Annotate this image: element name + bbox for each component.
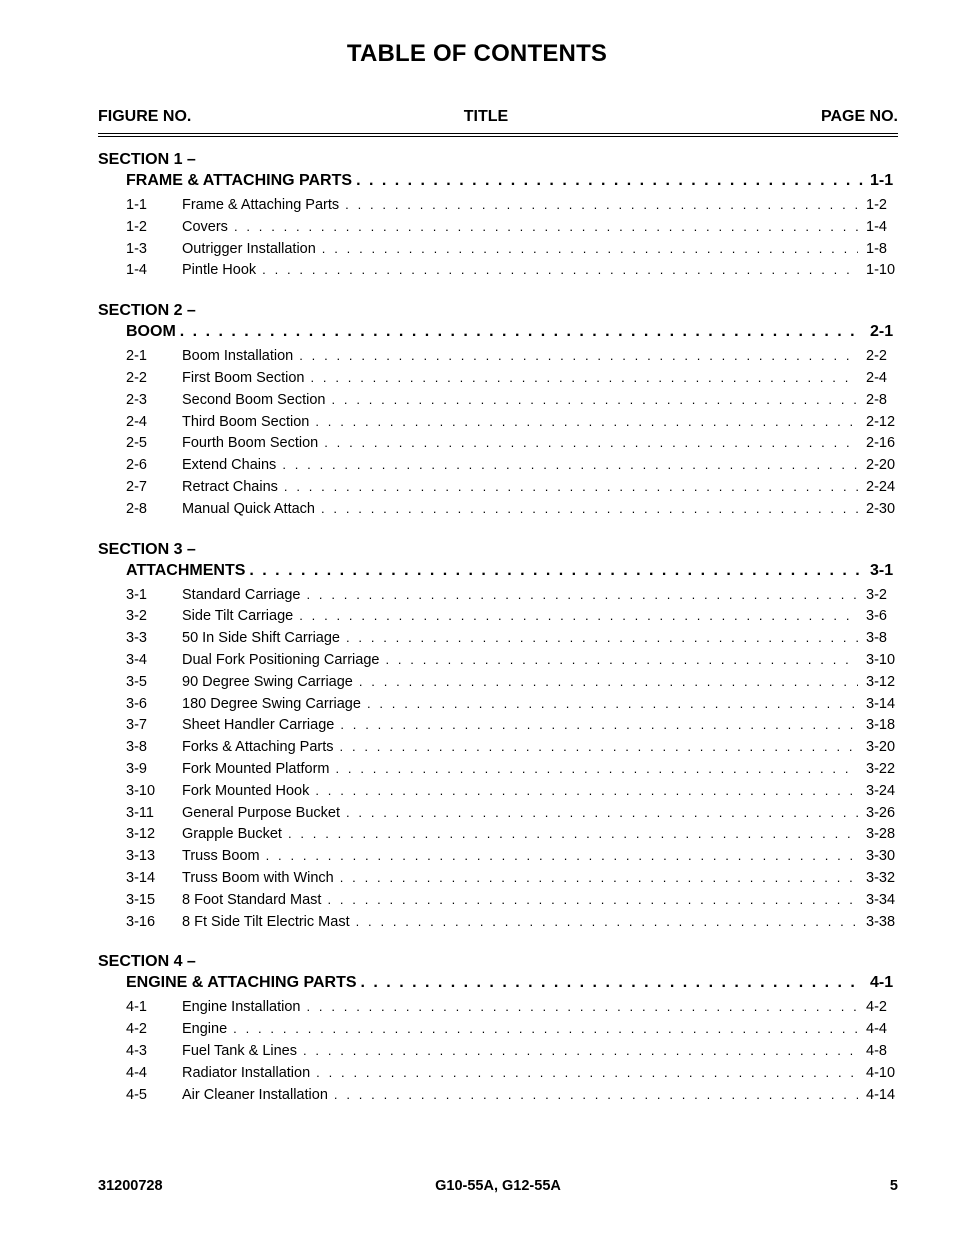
figure-page: 3-30 (866, 848, 896, 865)
figure-page: 3-20 (866, 739, 896, 756)
toc-entry (98, 867, 898, 889)
section-page: 4-1 (870, 974, 894, 992)
figure-number: 2-4 (126, 413, 147, 430)
figure-title: Pintle Hook (182, 262, 257, 279)
toc-entry (98, 736, 898, 758)
figure-number: 3-9 (126, 760, 147, 777)
toc-entry (98, 411, 898, 433)
figure-number: 2-6 (126, 457, 147, 474)
toc-entry (98, 605, 898, 627)
toc-entry (98, 584, 898, 606)
figure-title: Outrigger Installation (182, 240, 316, 257)
figure-title: Second Boom Section (182, 391, 326, 408)
dot-leader (299, 605, 858, 627)
page-no-header: PAGE NO. (820, 108, 898, 125)
page-title: TABLE OF CONTENTS (346, 40, 608, 67)
figure-title: Frame & Attaching Parts (182, 197, 340, 213)
document-number: 31200728 (98, 1178, 163, 1194)
dot-leader (340, 736, 858, 758)
figure-title: Boom Installation (182, 348, 294, 365)
dot-leader (340, 867, 858, 889)
figure-page: 3-18 (866, 717, 896, 734)
figure-number: 4-4 (126, 1064, 147, 1081)
figure-number: 4-2 (126, 1021, 147, 1038)
toc-entry (98, 476, 898, 498)
figure-number: 3-1 (126, 586, 147, 603)
figure-number: 3-6 (126, 695, 147, 712)
dot-leader (316, 1062, 858, 1084)
figure-number: 3-14 (126, 869, 156, 886)
toc-entry (98, 345, 898, 367)
figure-number: 3-15 (126, 891, 156, 908)
section-title: BOOM (126, 323, 176, 341)
dot-leader (324, 432, 858, 454)
dot-leader (335, 758, 858, 780)
figure-number: 2-3 (126, 391, 147, 408)
figure-page: 2-20 (866, 457, 896, 474)
figure-title: General Purpose Bucket (182, 804, 340, 821)
section-title-line (98, 560, 898, 582)
section-title-line (98, 321, 898, 343)
dot-leader (327, 889, 858, 911)
figure-number: 4-5 (126, 1086, 147, 1103)
dot-leader (303, 1040, 858, 1062)
dot-leader (311, 367, 859, 389)
figure-title: Truss Boom with Winch (182, 869, 334, 886)
figure-title: Standard Carriage (182, 586, 301, 603)
toc-entry (98, 649, 898, 671)
dot-leader (262, 259, 858, 281)
toc-entry (98, 823, 898, 845)
section-title-line (98, 170, 898, 192)
figure-title: 50 In Side Shift Carriage (182, 630, 340, 647)
figure-page: 1-2 (866, 197, 887, 213)
toc-entry (98, 259, 898, 281)
figure-title: Dual Fork Positioning Carriage (182, 651, 380, 668)
section-title-line (98, 972, 898, 994)
dot-leader (307, 584, 859, 606)
section-page: 1-1 (870, 172, 894, 189)
figure-number: 3-2 (126, 608, 147, 625)
toc-entry (98, 693, 898, 715)
figure-title: Fuel Tank & Lines (182, 1042, 297, 1059)
figure-page: 4-2 (866, 999, 887, 1016)
dot-leader (321, 498, 858, 520)
section-title: ENGINE & ATTACHING PARTS (126, 974, 357, 992)
figure-page: 3-34 (866, 891, 896, 908)
toc-entry (98, 367, 898, 389)
figure-number: 3-5 (126, 673, 147, 690)
figure-title: Truss Boom (182, 848, 260, 865)
figure-title: Air Cleaner Installation (182, 1086, 328, 1103)
figure-page: 2-2 (866, 348, 887, 365)
header-rule-bottom (98, 136, 898, 137)
dot-leader (385, 649, 858, 671)
figure-page: 4-4 (866, 1021, 887, 1038)
dot-leader (282, 454, 858, 476)
figure-number: 1-3 (126, 240, 147, 257)
dot-leader (359, 671, 858, 693)
toc-entry (98, 889, 898, 911)
figure-no-header: FIGURE NO. (98, 108, 192, 125)
figure-number: 3-8 (126, 739, 147, 756)
toc-entry (98, 389, 898, 411)
figure-page: 3-12 (866, 673, 896, 690)
toc-section (98, 540, 898, 933)
figure-number: 2-2 (126, 369, 147, 386)
dot-leader (249, 560, 864, 582)
column-header (98, 108, 898, 128)
figure-title: Manual Quick Attach (182, 500, 315, 517)
toc-entry (98, 1040, 898, 1062)
figure-number: 2-1 (126, 348, 147, 365)
figure-number: 3-4 (126, 651, 147, 668)
title-header: TITLE (463, 108, 509, 125)
figure-page: 3-10 (866, 651, 896, 668)
figure-page: 3-2 (866, 586, 887, 603)
figure-page: 2-30 (866, 500, 896, 517)
figure-page: 1-4 (866, 218, 887, 235)
dot-leader (233, 1018, 858, 1040)
figure-number: 3-12 (126, 826, 156, 843)
toc-entry (98, 780, 898, 802)
dot-leader (315, 780, 858, 802)
figure-page: 2-24 (866, 478, 896, 495)
figure-title: 90 Degree Swing Carriage (182, 673, 353, 690)
figure-page: 3-6 (866, 608, 887, 625)
section-title: FRAME & ATTACHING PARTS (126, 172, 353, 189)
figure-number: 3-7 (126, 717, 147, 734)
figure-page: 3-28 (866, 826, 896, 843)
dot-leader (331, 389, 858, 411)
toc-list (98, 150, 898, 1105)
section-page: 3-1 (870, 561, 894, 579)
figure-title: Covers (182, 218, 228, 235)
section-label: SECTION 2 – (98, 302, 196, 320)
toc-entry (98, 454, 898, 476)
figure-page: 4-10 (866, 1064, 896, 1081)
figure-title: Fourth Boom Section (182, 435, 319, 452)
dot-leader (334, 1084, 858, 1106)
figure-number: 3-11 (126, 804, 154, 821)
figure-page: 3-14 (866, 695, 896, 712)
figure-title: Grapple Bucket (182, 826, 282, 843)
toc-entry (98, 1062, 898, 1084)
toc-entry (98, 627, 898, 649)
dot-leader (356, 170, 864, 192)
dot-leader (361, 972, 864, 994)
header-rule-top (98, 133, 898, 134)
figure-number: 3-3 (126, 630, 147, 647)
figure-title: Retract Chains (182, 478, 278, 495)
figure-number: 1-1 (126, 197, 147, 213)
figure-page: 4-8 (866, 1042, 887, 1059)
dot-leader (234, 216, 858, 238)
figure-number: 4-1 (126, 999, 147, 1016)
figure-page: 3-8 (866, 630, 887, 647)
dot-leader (367, 693, 858, 715)
figure-title: Engine Installation (182, 999, 301, 1016)
dot-leader (356, 911, 858, 933)
dot-leader (288, 823, 858, 845)
figure-number: 3-13 (126, 848, 156, 865)
section-page: 2-1 (870, 323, 894, 341)
figure-number: 2-5 (126, 435, 147, 452)
toc-section (98, 301, 898, 519)
toc-entry (98, 802, 898, 824)
toc-entry (98, 996, 898, 1018)
figure-page: 3-38 (866, 913, 896, 930)
figure-page: 1-10 (866, 262, 896, 279)
section-label: SECTION 4 – (98, 953, 196, 971)
dot-leader (266, 845, 858, 867)
dot-leader (284, 476, 858, 498)
page-number: 5 (889, 1178, 898, 1194)
toc-section (98, 150, 898, 281)
figure-page: 3-26 (866, 804, 896, 821)
figure-number: 1-4 (126, 262, 147, 279)
figure-title: Side Tilt Carriage (182, 608, 294, 625)
toc-entry (98, 1084, 898, 1106)
dot-leader (322, 238, 858, 260)
figure-title: First Boom Section (182, 369, 305, 386)
toc-entry (98, 845, 898, 867)
figure-title: 8 Foot Standard Mast (182, 891, 322, 908)
figure-title: Sheet Handler Carriage (182, 717, 335, 734)
figure-title: Fork Mounted Platform (182, 760, 330, 777)
section-label: SECTION 3 – (98, 540, 196, 558)
figure-page: 3-32 (866, 869, 896, 886)
figure-page: 2-16 (866, 435, 896, 452)
model-names: G10-55A, G12-55A (435, 1178, 561, 1194)
figure-page: 2-12 (866, 413, 896, 430)
figure-title: 180 Degree Swing Carriage (182, 695, 361, 712)
dot-leader (299, 345, 858, 367)
toc-entry (98, 238, 898, 260)
section-label: SECTION 1 – (98, 151, 196, 168)
toc-entry (98, 671, 898, 693)
toc-entry (98, 432, 898, 454)
figure-page: 4-14 (866, 1086, 896, 1103)
figure-page: 1-8 (866, 240, 887, 257)
figure-title: Third Boom Section (182, 413, 310, 430)
figure-title: Engine (182, 1021, 228, 1038)
dot-leader (346, 802, 858, 824)
toc-entry (98, 758, 898, 780)
figure-title: Radiator Installation (182, 1064, 311, 1081)
figure-number: 3-10 (126, 782, 156, 799)
toc-section (98, 952, 898, 1105)
dot-leader (346, 627, 858, 649)
page-footer (98, 1178, 898, 1198)
figure-title: Forks & Attaching Parts (182, 739, 334, 756)
figure-page: 2-8 (866, 391, 887, 408)
figure-page: 3-22 (866, 760, 896, 777)
section-title: ATTACHMENTS (126, 561, 246, 579)
figure-page: 3-24 (866, 782, 896, 799)
toc-entry (98, 216, 898, 238)
toc-entry (98, 911, 898, 933)
dot-leader (340, 714, 858, 736)
figure-number: 2-8 (126, 500, 147, 517)
toc-entry (98, 714, 898, 736)
dot-leader (180, 321, 864, 343)
figure-page: 2-4 (866, 369, 887, 386)
dot-leader (345, 194, 858, 216)
figure-number: 2-7 (126, 478, 147, 495)
figure-title: 8 Ft Side Tilt Electric Mast (182, 913, 350, 930)
toc-entry (98, 498, 898, 520)
toc-entry (98, 194, 898, 216)
dot-leader (315, 411, 858, 433)
figure-number: 4-3 (126, 1042, 147, 1059)
figure-number: 1-2 (126, 218, 147, 235)
dot-leader (307, 996, 859, 1018)
figure-number: 3-16 (126, 913, 156, 930)
figure-title: Extend Chains (182, 457, 277, 474)
toc-entry (98, 1018, 898, 1040)
figure-title: Fork Mounted Hook (182, 782, 310, 799)
